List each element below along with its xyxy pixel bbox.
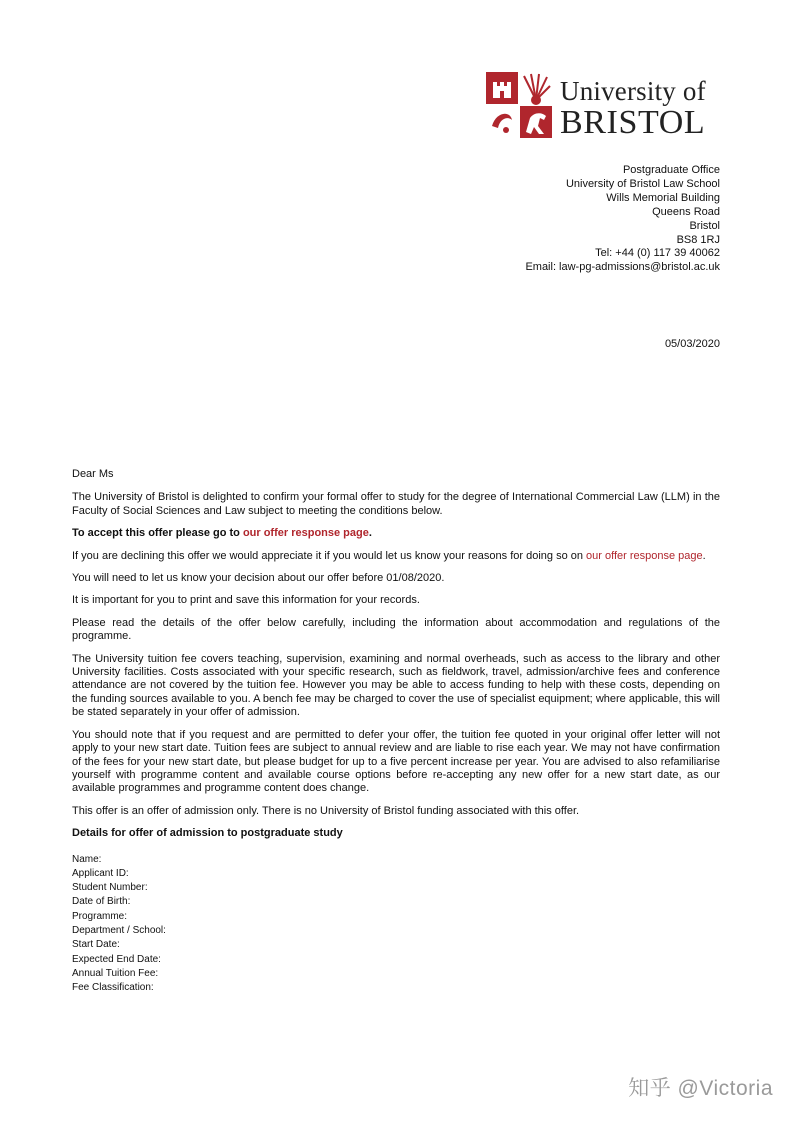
address-line: Wills Memorial Building bbox=[606, 191, 720, 204]
decline-offer-text: If you are declining this offer we would appreciate it if you would let us know your reasons for doing so on bbox=[72, 549, 587, 562]
logo-wordmark bbox=[560, 76, 706, 140]
field-programme-label: Programme: bbox=[72, 910, 128, 922]
paragraph-decision-deadline: You will need to let us know your decision about our offer before 01/08/2020. bbox=[72, 572, 445, 585]
field-student-number-label: Student Number: bbox=[72, 882, 148, 894]
logo-line-university-of: University of bbox=[560, 76, 706, 106]
address-line: BS8 1RJ bbox=[676, 233, 720, 246]
address-line: Bristol bbox=[689, 219, 720, 232]
field-applicant-id-label: Applicant ID: bbox=[72, 867, 129, 879]
paragraph-no-funding: This offer is an offer of admission only. There is no University of Bristol funding associated with this offer. bbox=[72, 804, 580, 817]
address-line: Postgraduate Office bbox=[622, 164, 720, 176]
details-fields bbox=[72, 853, 720, 996]
university-logo bbox=[484, 70, 724, 142]
address-line-phone: Tel: +44 (0) 117 39 40062 bbox=[595, 247, 720, 260]
university-crest-icon bbox=[484, 70, 554, 140]
paragraph-save-info: It is important for you to print and save this information for your records. bbox=[72, 594, 420, 607]
letter-body bbox=[72, 468, 720, 996]
paragraph-read-details: Please read the details of the offer below carefully, including the information about accommodation and regulations of the programme. bbox=[72, 616, 720, 643]
field-department-label: Department / School: bbox=[72, 925, 166, 937]
offer-response-link[interactable]: our offer response page bbox=[242, 527, 369, 540]
accept-offer-text: To accept this offer please go to bbox=[72, 527, 243, 540]
paragraph-decline-offer bbox=[72, 550, 720, 563]
address-line: University of Bristol Law School bbox=[565, 177, 720, 190]
punctuation: . bbox=[368, 527, 372, 540]
address-line-email: Email: law-pg-admissions@bristol.ac.uk bbox=[525, 261, 720, 274]
paragraph-tuition-fee: The University tuition fee covers teaching, supervision, examining and normal overheads, such as access to the library and other University facilities. Costs associated with your specific research, such as fieldwork, travel, admission/archive fees and conference attendance are not covered by the tuition fee. However you may be able to access funding to help with these costs, depending on the funding sources available to you. A bench fee may be charged to cover the use of specialist equipment; where applicable, this will be stated separately in your offer of admission. bbox=[72, 652, 720, 719]
field-start-date-label: Start Date: bbox=[72, 939, 120, 951]
field-end-date-label: Expected End Date: bbox=[72, 953, 161, 965]
address-line: Queens Road bbox=[652, 205, 720, 218]
zhihu-watermark: 知乎 @Victoria bbox=[628, 1077, 773, 1100]
field-fee-classification-label: Fee Classification: bbox=[72, 982, 154, 994]
punctuation: . bbox=[702, 549, 706, 562]
paragraph-offer-confirmation: The University of Bristol is delighted to confirm your formal offer to study for the degree of International Commercial Law (LLM) in the Faculty of Social Sciences and Law subject to meeting the conditions below. bbox=[72, 491, 720, 517]
salutation: Dear Ms bbox=[72, 468, 114, 480]
field-tuition-fee-label: Annual Tuition Fee: bbox=[72, 967, 159, 979]
field-date-of-birth-label: Date of Birth: bbox=[72, 896, 131, 908]
field-name-label: Name: bbox=[72, 853, 102, 865]
sender-address bbox=[525, 164, 720, 275]
details-heading: Details for offer of admission to postgraduate study bbox=[72, 827, 343, 840]
paragraph-accept-offer bbox=[72, 527, 720, 540]
logo-line-bristol: BRISTOL bbox=[560, 104, 706, 141]
letter-date: 05/03/2020 bbox=[664, 338, 720, 350]
offer-response-link-decline[interactable]: our offer response page bbox=[586, 549, 703, 562]
paragraph-deferral: You should note that if you request and are permitted to defer your offer, the tuition fee quoted in your original offer letter will not apply to your new start date. Tuition fees are subject to annual review and are liable to rise each year. We may not have confirmation of the fees for your new start date, but please budget for up to a five percent increase per year. You are advised to also refamiliarise yourself with programme content and available course options before re-accepting any new offer for a new start date, as our available programmes and programme content does change. bbox=[72, 728, 720, 795]
